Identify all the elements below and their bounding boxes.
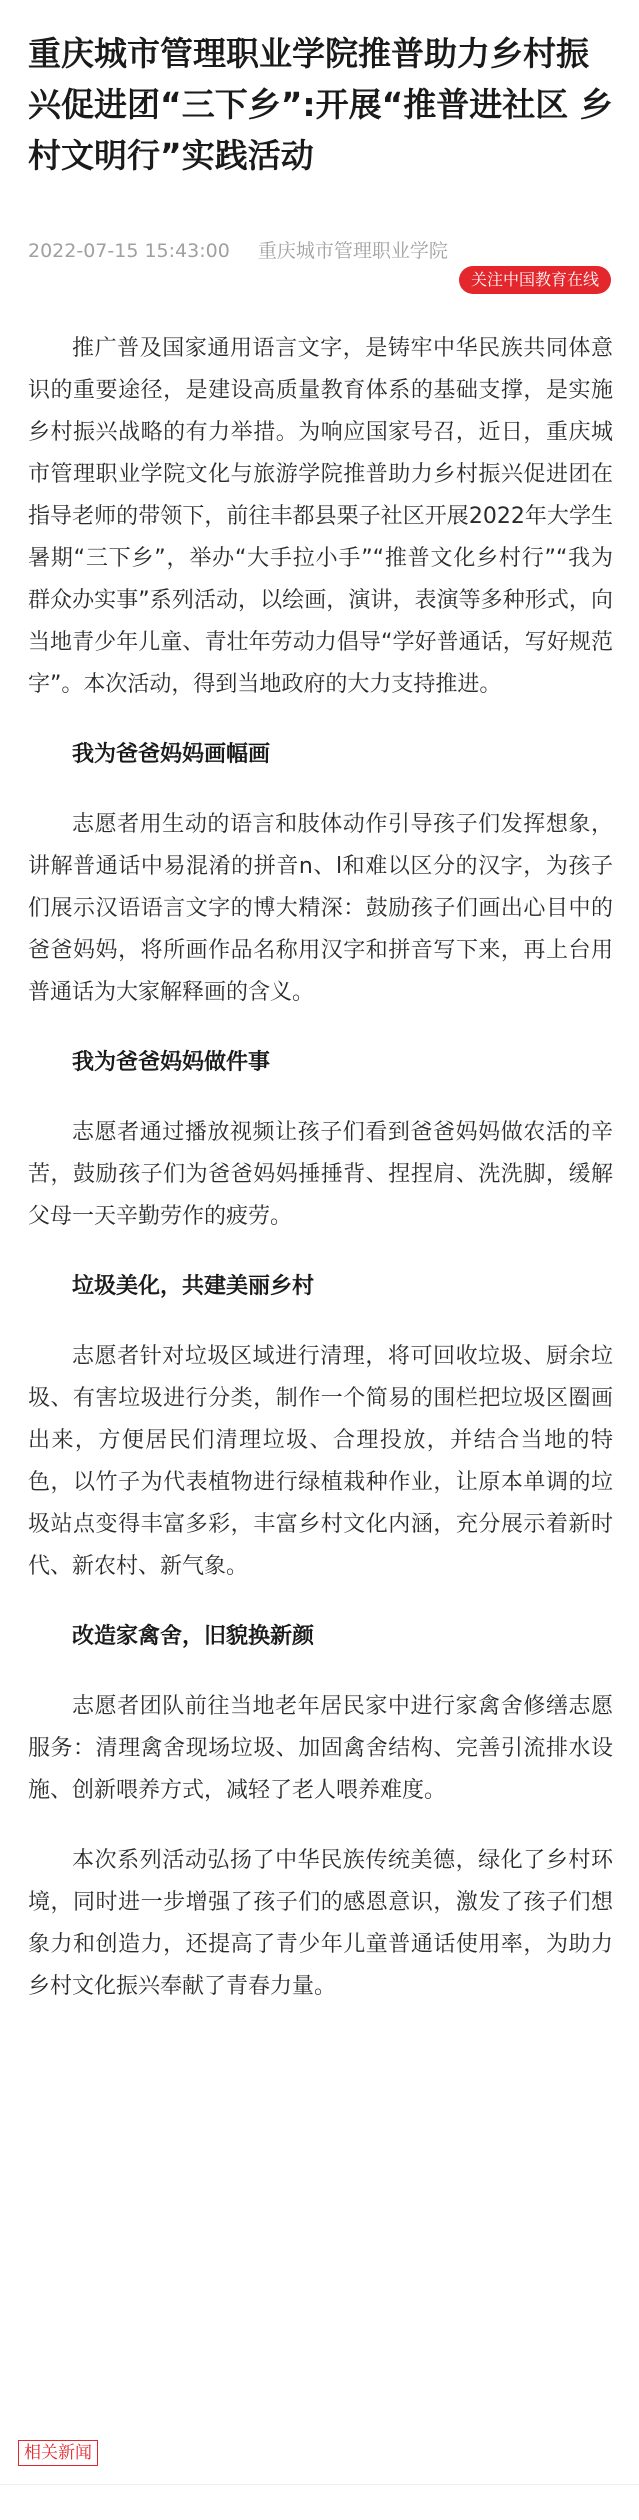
body-paragraph: 推广普及国家通用语言文字，是铸牢中华民族共同体意识的重要途径，是建设高质量教育体系的基础支撑，是实施乡村振兴战略的有力举措。为响应国家号召，近日，重庆城市管理职业学院文化与旅游学院推普助力乡村振兴促进团在指导老师的带领下，前往丰都县栗子社区开展2022年大学生暑期“三下乡”，举办“大手拉小手”“推普文化乡村行”“我为群众办实事”系列活动，以绘画，演讲，表演等多种形式，向当地青少年儿童、青壮年劳动力倡导“学好普通话，写好规范字”。本次活动，得到当地政府的大力支持推进。	[28, 336, 613, 697]
article-source: 重庆城市管理职业学院	[257, 240, 448, 262]
publish-datetime: 2022-07-15 15:43:00	[28, 240, 230, 262]
follow-button[interactable]: 关注中国教育在线	[459, 266, 611, 294]
body-paragraph: 本次系列活动弘扬了中华民族传统美德，绿化了乡村环境，同时进一步增强了孩子们的感恩意识，激发了孩子们想象力和创造力，还提高了青少年儿童普通话使用率，为助力乡村文化振兴奉献了青春力量。	[28, 1848, 613, 1999]
section-heading: 改造家禽舍，旧貌换新颜	[72, 1624, 315, 1649]
section-heading: 我为爸爸妈妈做件事	[72, 1050, 271, 1075]
section-heading: 我为爸爸妈妈画幅画	[72, 742, 271, 767]
article-title: 重庆城市管理职业学院推普助力乡村振兴促进团“三下乡”:开展“推普进社区 乡村文明行”实践活动	[28, 34, 613, 175]
body-paragraph: 志愿者用生动的语言和肢体动作引导孩子们发挥想象，讲解普通话中易混淆的拼音n、l和难以区分的汉字，为孩子们展示汉语语言文字的博大精深：鼓励孩子们画出心目中的爸爸妈妈，将所画作品名称用汉字和拼音写下来，再上台用普通话为大家解释画的含义。	[28, 812, 613, 1005]
body-paragraph: 志愿者团队前往当地老年居民家中进行家禽舍修缮志愿服务：清理禽舍现场垃圾、加固禽舍结构、完善引流排水设施、创新喂养方式，减轻了老人喂养难度。	[28, 1694, 613, 1803]
divider	[0, 2484, 639, 2485]
body-paragraph: 志愿者针对垃圾区域进行清理，将可回收垃圾、厨余垃圾、有害垃圾进行分类，制作一个简易的围栏把垃圾区圈画出来，方便居民们清理垃圾、合理投放，并结合当地的特色，以竹子为代表植物进行绿植栽种作业，让原本单调的垃圾站点变得丰富多彩，丰富乡村文化内涵，充分展示着新时代、新农村、新气象。	[28, 1344, 613, 1579]
body-paragraph: 志愿者通过播放视频让孩子们看到爸爸妈妈做农活的辛苦，鼓励孩子们为爸爸妈妈捶捶背、捏捏肩、洗洗脚，缓解父母一天辛勤劳作的疲劳。	[28, 1120, 613, 1229]
article-body	[28, 328, 613, 2036]
related-news-tag[interactable]: 相关新闻	[18, 2440, 98, 2466]
article-meta	[28, 236, 448, 263]
section-heading: 垃圾美化，共建美丽乡村	[72, 1274, 315, 1299]
